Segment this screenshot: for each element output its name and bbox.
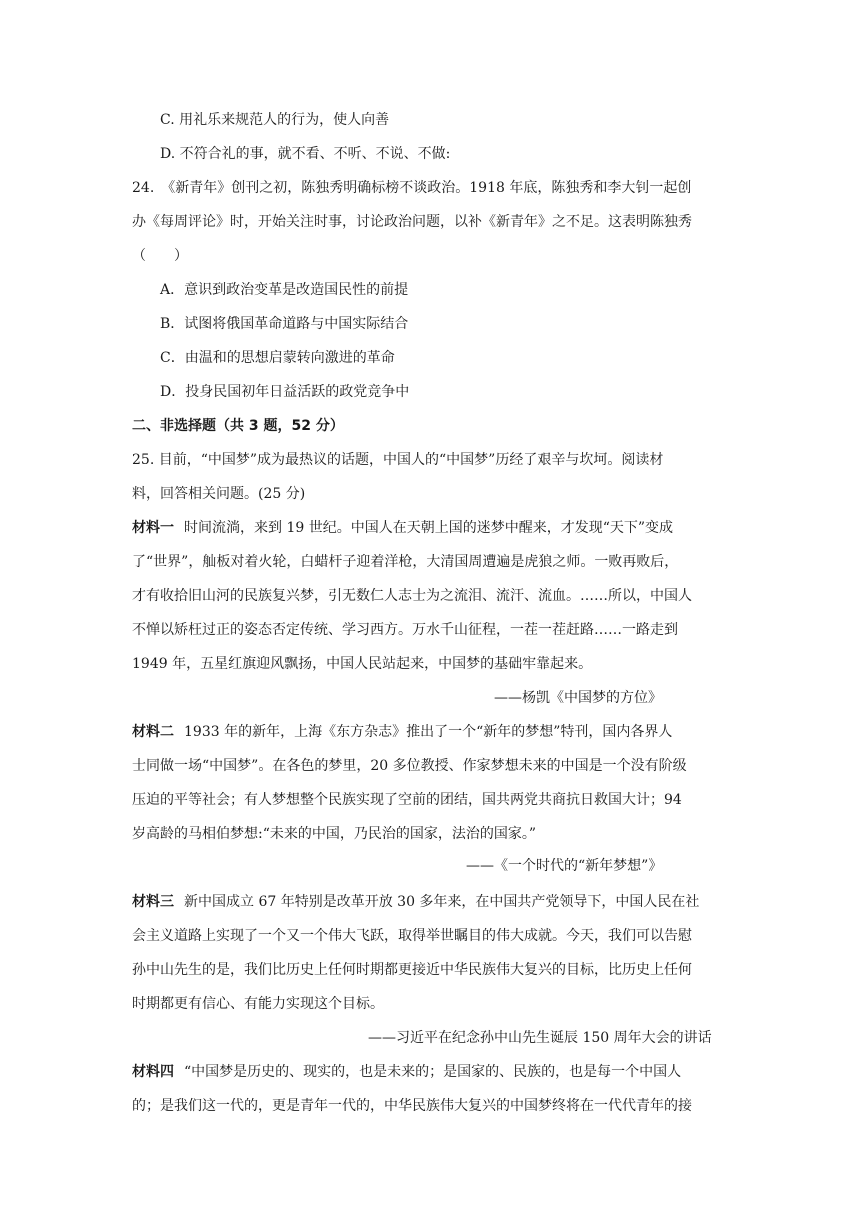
q23-option-c: C. 用礼乐来规范人的行为，使人向善 [160,112,390,128]
material1-line2: 了“世界”，舢板对着火轮，白蜡杆子迎着洋枪，大清国周遭遍是虎狼之师。一败再败后， [132,554,679,570]
material4-line2: 的；是我们这一代的，更是青年一代的，中华民族伟大复兴的中国梦终将在一代代青年的接 [132,1098,692,1114]
material1-line3: 才有收拾旧山河的民族复兴梦，引无数仁人志士为之流泪、流汗、流血。……所以，中国人 [132,588,692,604]
material2-line2: 士同做一场“中国梦”。在各色的梦里，20 多位教授、作家梦想未来的中国是一个没有阶级 [132,758,687,774]
material1-label: 材料一 [132,520,174,536]
section2-title: 二、非选择题（共 3 题，52 分） [132,418,344,434]
material2-source: ——《一个时代的“新年梦想”》 [466,858,663,874]
material2-text1: 1933 年的新年，上海《东方杂志》推出了一个“新年的梦想”特刊，国内各界人 [184,724,673,740]
material1-source: ——杨凯《中国梦的方位》 [494,690,662,706]
material1-text1: 时间流淌，来到 19 世纪。中国人在天朝上国的迷梦中醒来，才发现“天下”变成 [184,520,674,536]
material2-label: 材料二 [132,724,174,740]
q24-stem-line3: （ ） [132,248,188,264]
material2-line3: 压迫的平等社会；有人梦想整个民族实现了空前的团结，国共两党共商抗日救国大计；94 [132,792,682,808]
material3-line3: 孙中山先生的是，我们比历史上任何时期都更接近中华民族伟大复兴的目标，比历史上任何 [132,962,692,978]
material4-line1 [132,1062,681,1082]
material3-text1: 新中国成立 67 年特别是改革开放 30 多年来，在中国共产党领导下，中国人民在社 [184,894,700,910]
q24-option-d: D．投身民国初年日益活跃的政党竞争中 [160,384,410,400]
material3-source: ——习近平在纪念孙中山先生诞辰 150 周年大会的讲话 [368,1030,712,1046]
q24-stem-line1: 24. 《新青年》创刊之初，陈独秀明确标榜不谈政治。1918 年底，陈独秀和李大钊一起创 [132,180,692,196]
material3-label: 材料三 [132,894,174,910]
material2-line1 [132,722,672,742]
q24-option-c: C．由温和的思想启蒙转向激进的革命 [160,350,395,366]
material2-line4: 岁高龄的马相伯梦想:“未来的中国，乃民治的国家，法治的国家。” [132,826,537,842]
q24-option-b: B．试图将俄国革命道路与中国实际结合 [160,316,409,332]
material4-text1: “中国梦是历史的、现实的，也是未来的；是国家的、民族的，也是每一个中国人 [184,1064,682,1080]
material1-line4: 不惮以矫枉过正的姿态否定传统、学习西方。万水千山征程，一茬一茬赶路……一路走到 [132,622,678,638]
material3-line1 [132,892,699,912]
q24-stem-line2: 办《每周评论》时，开始关注时事，讨论政治问题，以补《新青年》之不足。这表明陈独秀 [132,214,692,230]
material1-line5: 1949 年，五星红旗迎风飘扬，中国人民站起来，中国梦的基础牢靠起来。 [132,656,593,672]
material1-line1 [132,518,673,538]
q25-stem-line1: 25. 目前，“中国梦”成为最热议的话题，中国人的“中国梦”历经了艰辛与坎坷。阅读材 [132,452,664,468]
q24-option-a: A．意识到政治变革是改造国民性的前提 [160,282,409,298]
q23-option-d: D. 不符合礼的事，就不看、不听、不说、不做: [160,146,451,162]
material3-line4: 时期都更有信心、有能力实现这个目标。 [132,996,384,1012]
material3-line2: 会主义道路上实现了一个又一个伟大飞跃，取得举世瞩目的伟大成就。今天，我们可以告慰 [132,928,692,944]
q25-stem-line2: 料，回答相关问题。(25 分) [132,486,306,502]
material4-label: 材料四 [132,1064,174,1080]
